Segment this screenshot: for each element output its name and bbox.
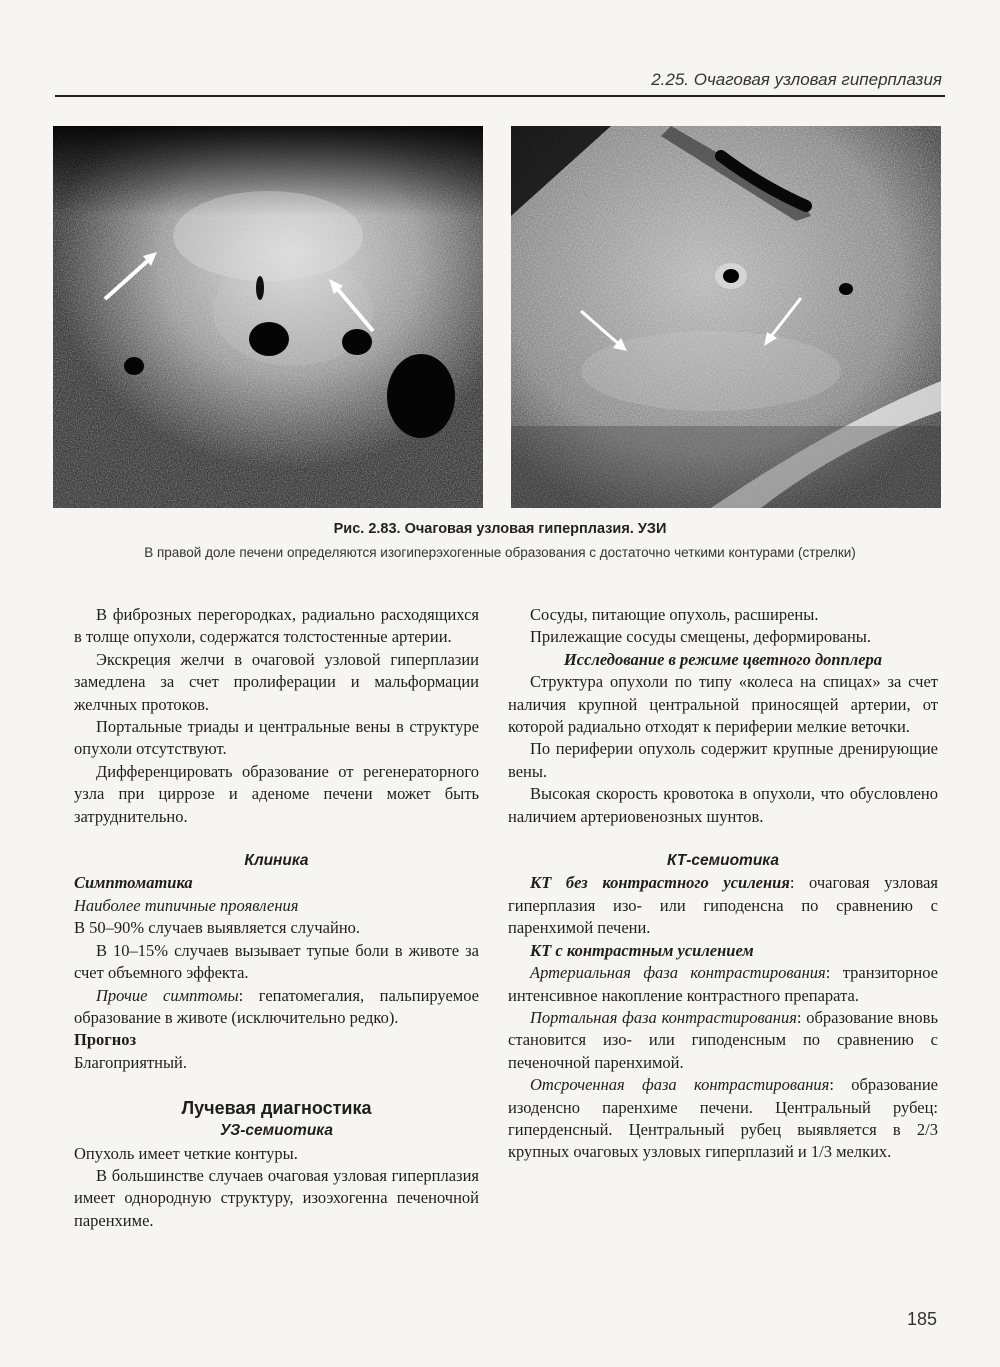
other-symptoms-text: : гепатомегалия, пальпируемое образование в животе (исключительно редко). (74, 985, 480, 1027)
paragraph: Сосуды, питающие опухоль, расширены. (530, 605, 819, 624)
paragraph: Структура опухоли по типу «колеса на спицах» за счет наличия крупной центральной приносящей артерии, от которой радиально отходят к периферии мелкие веточки. (508, 672, 938, 737)
ultrasound-image-left (53, 126, 483, 508)
vessel-left-3 (124, 357, 144, 375)
paragraph: В большинстве случаев очаговая узловая гиперплазия имеет однородную структуру, изоэхогенна печеночной паренхиме. (74, 1165, 479, 1230)
vessel-right-1 (723, 269, 739, 283)
running-title: 2.25. Очаговая узловая гиперплазия (651, 70, 942, 89)
vessel-left-1 (249, 322, 289, 356)
portal-phase-label: Портальная фаза контрастирования (530, 1007, 797, 1027)
ct-contrast-heading: КТ с контрастным усилением (530, 940, 754, 960)
ct-noncontrast-label: КТ без контрастного усиления (530, 873, 790, 893)
vessel-left-4 (387, 354, 455, 438)
doppler-heading: Исследование в режиме цветного допплера (563, 649, 883, 669)
paragraph: Экскреция желчи в очаговой узловой гиперплазии замедлена за счет пролиферации и мальформации желчных протоков. (74, 649, 479, 714)
figure-description: В правой доле печени определяются изогиперэхогенные образования с достаточно четкими контурами (стрелки) (144, 545, 856, 560)
arterial-phase-paragraph (508, 962, 938, 1007)
page-number: 185 (906, 1309, 937, 1329)
arterial-phase-label: Артериальная фаза контрастирования (530, 963, 826, 983)
ct-heading: КТ-семиотика (667, 852, 779, 870)
vessel-left-2 (342, 329, 372, 355)
paragraph: Прилежащие сосуды смещены, деформированы. (530, 627, 872, 647)
ultrasound-image-right (511, 126, 941, 508)
paragraph: В 50–90% случаев выявляется случайно. (74, 918, 361, 938)
paragraph: Опухоль имеет четкие контуры. (74, 1143, 298, 1163)
right-column (508, 604, 938, 1164)
clinic-heading: Клиника (244, 852, 309, 870)
portal-phase-text: : образование вновь становится изо- или гиподенсным по сравнению с печеночной паренхимой. (508, 1007, 938, 1072)
paragraph: Портальные триады и центральные вены в структуре опухоли отсутствуют. (74, 717, 479, 759)
portal-phase-paragraph (508, 1007, 938, 1074)
header-rule (55, 95, 945, 97)
prognosis-heading: Прогноз (74, 1030, 137, 1050)
typical-manifestations-label: Наиболее типичные проявления (74, 895, 299, 915)
vessel-right-2 (839, 283, 853, 295)
delayed-phase-paragraph (508, 1074, 938, 1164)
prognosis-text: Благоприятный. (74, 1052, 188, 1072)
left-column (74, 604, 479, 1232)
ct-noncontrast-text: : очаговая узловая гиперплазия изо- или гиподенсна по сравнению с паренхимой печени. (508, 873, 938, 938)
delayed-phase-label: Отсроченная фаза контрастирования (530, 1075, 830, 1095)
ultrasound-heading: УЗ-семиотика (220, 1122, 333, 1140)
figure-caption: Рис. 2.83. Очаговая узловая гиперплазия. УЗИ (333, 521, 667, 537)
paragraph: В 10–15% случаев вызывает тупые боли в животе за счет объемного эффекта. (74, 940, 479, 983)
symptoms-heading: Симптоматика (74, 873, 193, 893)
paragraph: По периферии опухоль содержит крупные дренирующие вены. (508, 739, 938, 781)
vessel-left-5 (256, 276, 264, 300)
ct-noncontrast-paragraph (508, 872, 938, 939)
arterial-phase-text: : транзиторное интенсивное накопление контрастного препарата. (508, 963, 938, 1005)
paragraph: Дифференцировать образование от регенераторного узла при циррозе и аденоме печени может быть затруднительно. (74, 761, 479, 826)
radiology-heading: Лучевая диагностика (181, 1098, 372, 1119)
delayed-phase-text: : образование изоденсно паренхиме печени. Центральный рубец: гиперденсный. Центральный рубец выявляется в 2/3 крупных очаговых узловых гиперплазий и 1/3 мелких. (508, 1075, 938, 1162)
paragraph: В фиброзных перегородках, радиально расходящихся в толще опухоли, содержатся толстостенные артерии. (74, 605, 479, 647)
other-symptoms-paragraph (74, 985, 479, 1030)
paragraph: Высокая скорость кровотока в опухоли, что обусловлено наличием артериовенозных шунтов. (508, 784, 938, 826)
other-symptoms-label: Прочие симптомы (96, 985, 239, 1005)
